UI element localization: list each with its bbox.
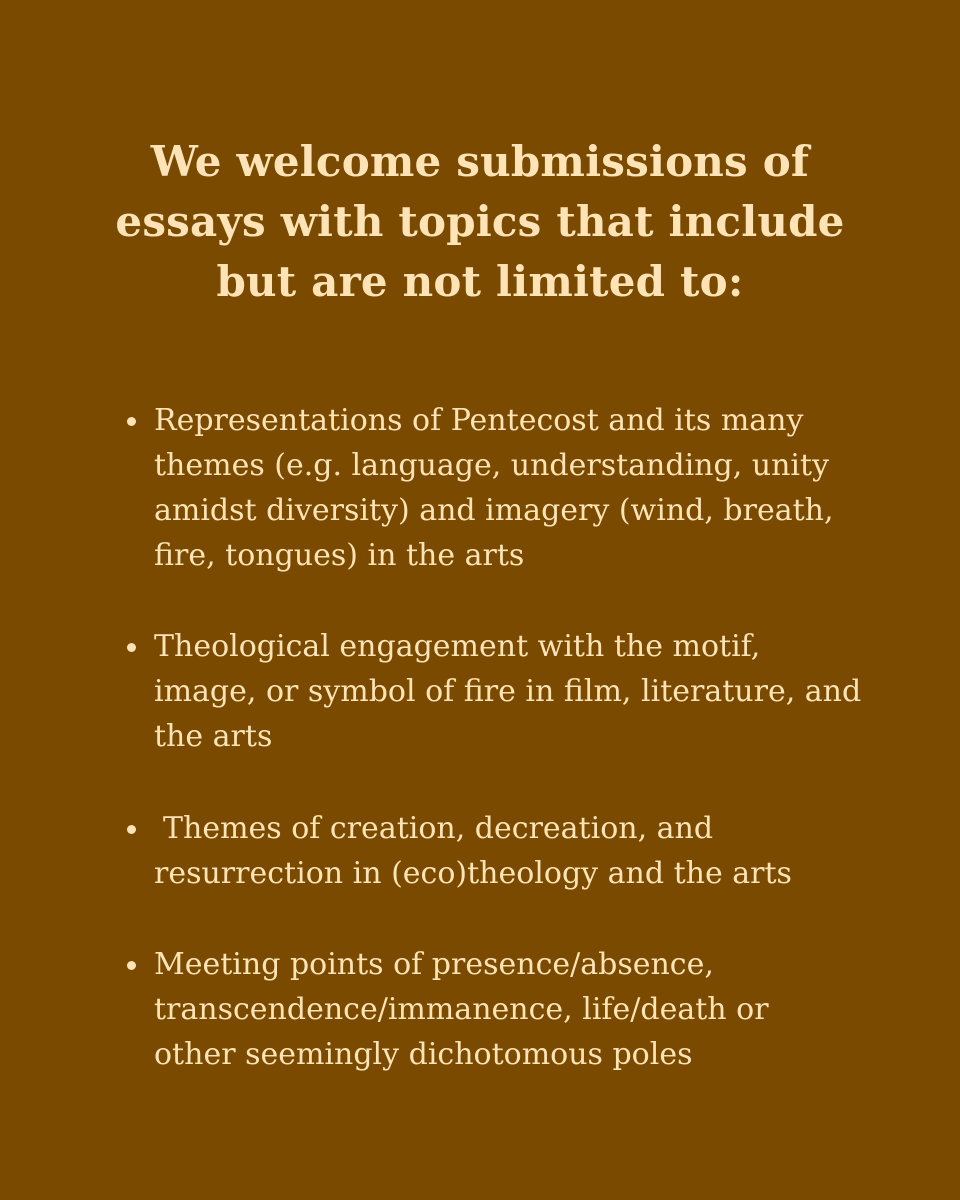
bullet-icon xyxy=(127,643,136,652)
topic-line: image, or symbol of fire in film, literature, and xyxy=(154,674,862,709)
topic-line: other seemingly dichotomous poles xyxy=(154,1037,693,1072)
bullet-icon xyxy=(127,417,136,426)
heading-line-2: essays with topics that include xyxy=(115,197,845,246)
page-heading xyxy=(80,132,880,312)
topic-line: Themes of creation, decreation, and xyxy=(163,811,714,846)
topic-line: resurrection in (eco)theology and the arts xyxy=(154,856,792,891)
topic-line: amidst diversity) and imagery (wind, breath, xyxy=(154,493,834,528)
topic-text xyxy=(154,942,874,1077)
topic-line: fire, tongues) in the arts xyxy=(154,538,525,573)
topic-line: Theological engagement with the motif, xyxy=(154,629,761,664)
topic-line: Representations of Pentecost and its many xyxy=(154,403,804,438)
topic-line: Meeting points of presence/absence, xyxy=(154,947,714,982)
topic-line: the arts xyxy=(154,719,273,754)
topic-line: transcendence/immanence, life/death or xyxy=(154,992,769,1027)
topic-text xyxy=(154,624,874,759)
topic-text xyxy=(154,398,874,578)
bullet-icon xyxy=(127,825,136,834)
topic-text xyxy=(154,806,874,896)
topic-line: themes (e.g. language, understanding, unity xyxy=(154,448,830,483)
heading-line-3: but are not limited to: xyxy=(216,257,744,306)
heading-line-1: We welcome submissions of xyxy=(150,137,810,186)
bullet-icon xyxy=(127,961,136,970)
